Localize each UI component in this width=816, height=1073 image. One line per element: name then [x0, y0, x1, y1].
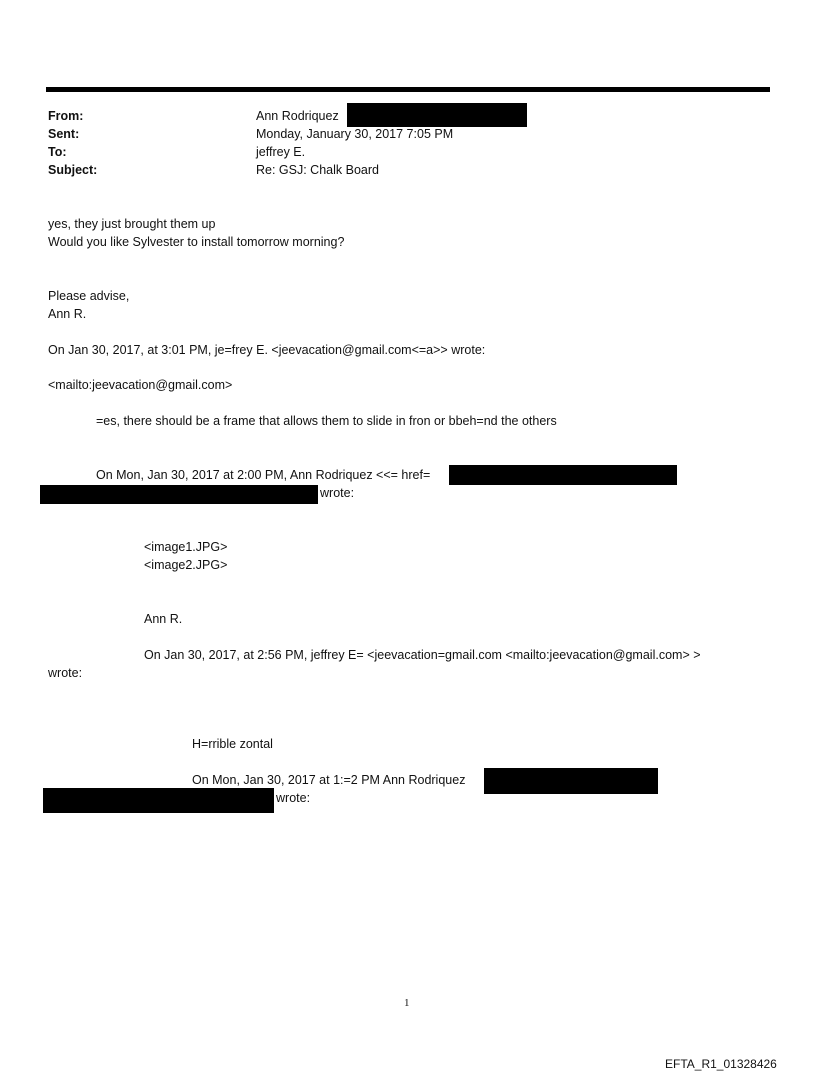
- subject-value: Re: GSJ: Chalk Board: [256, 163, 379, 177]
- quote3-text: H=rrible zontal: [192, 737, 273, 751]
- page-number: 1: [404, 997, 410, 1009]
- body-line-1: yes, they just brought them up: [48, 217, 216, 231]
- attachment-2: <image2.JPG>: [144, 558, 228, 572]
- sent-label: Sent:: [48, 127, 80, 141]
- attachment-1: <image1.JPG>: [144, 540, 228, 554]
- quote2-signature: Ann R.: [144, 612, 183, 626]
- redaction-quote4-email-b: [43, 788, 274, 813]
- body-line-2: Would you like Sylvester to install tomorrow morning?: [48, 235, 345, 249]
- quote1-text: =es, there should be a frame that allows them to slide in fron or bbeh=nd the others: [96, 414, 557, 428]
- from-label: From:: [48, 109, 84, 123]
- redaction-from-email: [347, 103, 527, 127]
- quote3-header-a: On Jan 30, 2017, at 2:56 PM, jeffrey E= <jeevacation=gmail.com <mailto:jeevacation@gmail.com> >: [144, 648, 701, 662]
- quote4-header-a: On Mon, Jan 30, 2017 at 1:=2 PM Ann Rodriquez: [192, 773, 466, 787]
- quote3-header-b: wrote:: [48, 666, 83, 680]
- quote4-header-b: wrote:: [276, 791, 311, 805]
- quote1-header: On Jan 30, 2017, at 3:01 PM, je=frey E. <jeevacation@gmail.com<=a>> wrote:: [48, 343, 486, 357]
- redaction-quote2-href: [449, 465, 677, 485]
- quote1-mailto: <mailto:jeevacation@gmail.com>: [48, 378, 233, 392]
- to-value: jeffrey E.: [256, 145, 306, 159]
- quote2-header-b: wrote:: [320, 486, 355, 500]
- sent-value: Monday, January 30, 2017 7:05 PM: [256, 127, 454, 141]
- header-rule: [46, 87, 770, 92]
- body-line-3: Please advise,: [48, 289, 130, 303]
- quote2-header-a: On Mon, Jan 30, 2017 at 2:00 PM, Ann Rodriquez <<= href=: [96, 468, 431, 482]
- redaction-quote2-email: [40, 485, 318, 504]
- redaction-quote4-email-a: [484, 768, 658, 794]
- body-signature: Ann R.: [48, 307, 87, 321]
- to-label: To:: [48, 145, 67, 159]
- from-value: Ann Rodriquez: [256, 109, 339, 123]
- subject-label: Subject:: [48, 163, 98, 177]
- bates-number: EFTA_R1_01328426: [665, 1057, 777, 1071]
